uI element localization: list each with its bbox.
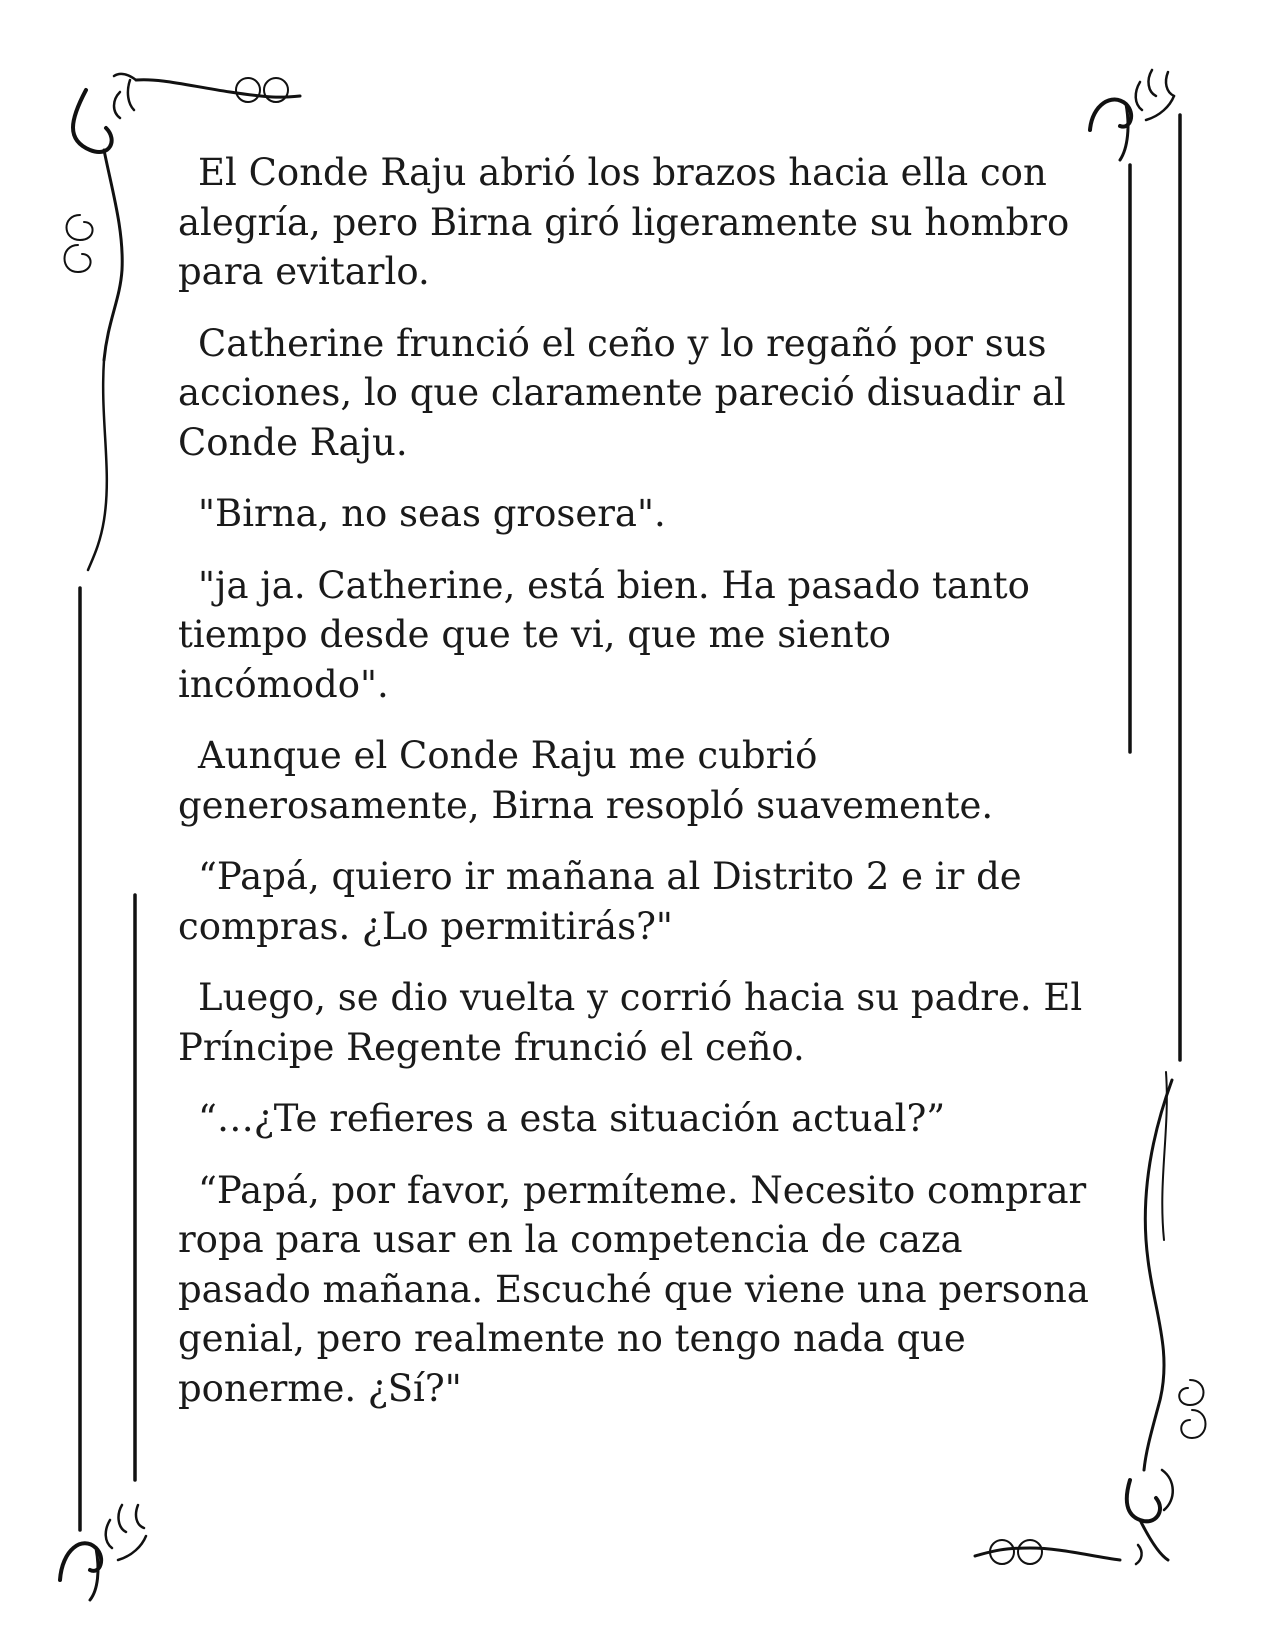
paragraph: “Papá, por favor, permíteme. Necesito comprar ropa para usar en la competencia de caza pasado mañana. Escuché que viene una persona genial, pero realmente no tengo nada que ponerme. ¿Sí?" bbox=[178, 1168, 1089, 1410]
paragraph: “…¿Te refieres a esta situación actual?” bbox=[198, 1097, 946, 1140]
paragraph: Luego, se dio vuelta y corrió hacia su padre. El Príncipe Regente frunció el ceño. bbox=[178, 976, 1083, 1069]
paragraph: Catherine frunció el ceño y lo regañó por sus acciones, lo que claramente pareció disuadir al Conde Raju. bbox=[178, 321, 1066, 464]
paragraph: “Papá, quiero ir mañana al Distrito 2 e ir de compras. ¿Lo permitirás?" bbox=[178, 855, 1022, 948]
paragraph: "Birna, no seas grosera". bbox=[198, 492, 666, 535]
paragraph: Aunque el Conde Raju me cubrió generosamente, Birna resopló suavemente. bbox=[178, 734, 994, 827]
bottom-left-flourish-icon bbox=[60, 1505, 146, 1600]
paragraph: "ja ja. Catherine, está bien. Ha pasado tanto tiempo desde que te vi, que me siento incómodo". bbox=[178, 563, 1030, 706]
top-right-flourish-icon bbox=[1090, 70, 1174, 160]
body-text bbox=[178, 148, 1098, 1435]
paragraph: El Conde Raju abrió los brazos hacia ella con alegría, pero Birna giró ligeramente su hombro para evitarlo. bbox=[178, 151, 1070, 293]
